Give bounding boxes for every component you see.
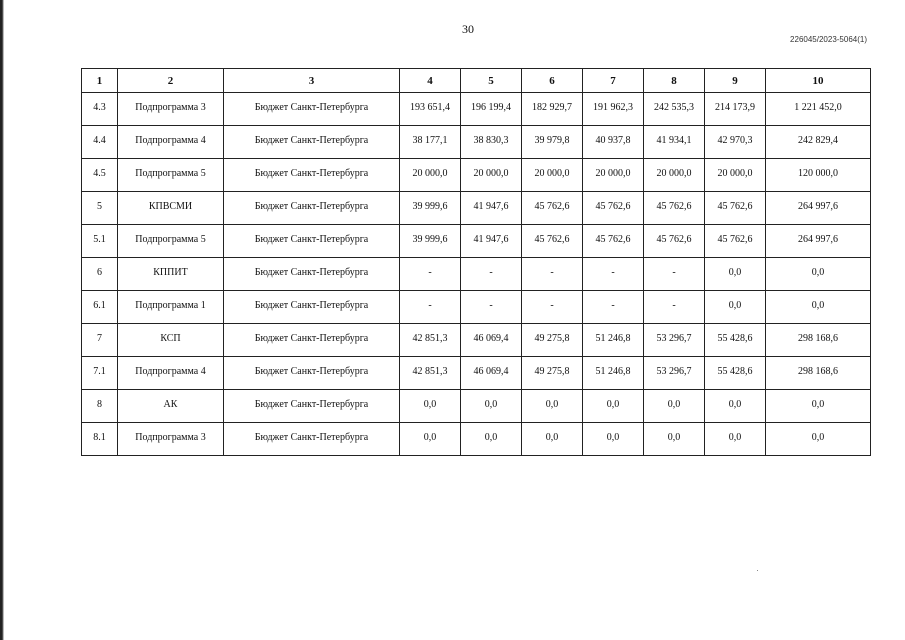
cell-value: 51 246,8 [595, 332, 631, 344]
table-cell [705, 390, 766, 423]
cell-value: 20 000,0 [473, 167, 509, 179]
table-cell [766, 93, 871, 126]
table-cell [522, 390, 583, 423]
table-cell [224, 423, 400, 456]
cell-value: 0,0 [423, 398, 437, 410]
table-cell [82, 357, 118, 390]
table-cell [766, 423, 871, 456]
table-cell [583, 258, 644, 291]
table-cell [118, 291, 224, 324]
cell-value: 20 000,0 [412, 167, 448, 179]
cell-value: 182 929,7 [532, 101, 572, 113]
table-cell [644, 126, 705, 159]
table-cell [644, 357, 705, 390]
cell-value: 41 947,6 [473, 200, 509, 212]
cell-value: 120 000,0 [798, 167, 838, 179]
cell-value: Подпрограмма 4 [135, 134, 206, 146]
table-cell [224, 390, 400, 423]
cell-value: 6.1 [93, 299, 106, 311]
table-row [82, 258, 871, 291]
page-number: 30 [462, 22, 474, 36]
cell-value: Бюджет Санкт-Петербурга [254, 101, 369, 113]
cell-value: 39 999,6 [412, 233, 448, 245]
table-cell [522, 291, 583, 324]
table-cell [522, 126, 583, 159]
cell-value: 45 762,6 [717, 233, 753, 245]
table-cell [82, 423, 118, 456]
table-row [82, 225, 871, 258]
table-cell [644, 258, 705, 291]
table-cell [583, 93, 644, 126]
table-cell [583, 357, 644, 390]
cell-value: КППИТ [153, 266, 188, 278]
cell-value: Подпрограмма 4 [135, 365, 206, 377]
cell-value: 0,0 [667, 431, 681, 443]
table-cell [705, 225, 766, 258]
cell-value: 38 177,1 [412, 134, 448, 146]
cell-value: 0,0 [728, 398, 742, 410]
cell-value: 0,0 [811, 266, 825, 278]
table-cell [644, 93, 705, 126]
table-row [82, 324, 871, 357]
cell-value: - [550, 266, 554, 278]
cell-value: 4.3 [93, 101, 106, 113]
cell-value: 20 000,0 [717, 167, 753, 179]
table-cell [522, 423, 583, 456]
cell-value: 0,0 [728, 266, 742, 278]
table-cell [705, 324, 766, 357]
document-code: 226045/2023-5064(1) [790, 35, 867, 44]
table-cell [644, 159, 705, 192]
cell-value: 46 069,4 [473, 332, 509, 344]
table-cell [461, 324, 522, 357]
table-cell [224, 258, 400, 291]
cell-value: 196 199,4 [471, 101, 511, 113]
cell-value: 0,0 [811, 431, 825, 443]
table-cell [583, 390, 644, 423]
table-cell [766, 159, 871, 192]
cell-value: КСП [160, 332, 181, 344]
table-cell [766, 291, 871, 324]
header-cell: 8 [644, 69, 705, 93]
table-cell [522, 357, 583, 390]
scan-speck [757, 570, 758, 571]
table-cell [705, 357, 766, 390]
cell-value: Бюджет Санкт-Петербурга [254, 134, 369, 146]
table-cell [400, 258, 461, 291]
cell-value: 8.1 [93, 431, 106, 443]
cell-value: Бюджет Санкт-Петербурга [254, 266, 369, 278]
table-cell [400, 192, 461, 225]
cell-value: 45 762,6 [534, 233, 570, 245]
table-cell [400, 159, 461, 192]
table-cell [522, 258, 583, 291]
table-cell [82, 159, 118, 192]
cell-value: 42 970,3 [717, 134, 753, 146]
cell-value: 49 275,8 [534, 365, 570, 377]
cell-value: 42 851,3 [412, 332, 448, 344]
cell-value: - [428, 266, 432, 278]
table-body [82, 93, 871, 456]
table-cell [522, 192, 583, 225]
cell-value: 0,0 [667, 398, 681, 410]
table-cell [224, 291, 400, 324]
cell-value: 193 651,4 [410, 101, 450, 113]
table-cell [82, 258, 118, 291]
cell-value: 55 428,6 [717, 365, 753, 377]
table-cell [400, 390, 461, 423]
header-cell: 4 [400, 69, 461, 93]
cell-value: 0,0 [728, 299, 742, 311]
table-cell [583, 291, 644, 324]
cell-value: Бюджет Санкт-Петербурга [254, 200, 369, 212]
table-cell [766, 357, 871, 390]
cell-value: АК [163, 398, 178, 410]
header-cell: 7 [583, 69, 644, 93]
header-cell: 6 [522, 69, 583, 93]
cell-value: 4.4 [93, 134, 106, 146]
table-cell [522, 159, 583, 192]
table-cell [82, 192, 118, 225]
table-cell [224, 192, 400, 225]
table-cell [583, 126, 644, 159]
table-cell [766, 225, 871, 258]
table-cell [118, 357, 224, 390]
cell-value: 5.1 [93, 233, 106, 245]
cell-value: - [611, 299, 615, 311]
cell-value: - [672, 266, 676, 278]
cell-value: 0,0 [545, 398, 559, 410]
cell-value: 42 851,3 [412, 365, 448, 377]
table-cell [461, 423, 522, 456]
table-cell [583, 159, 644, 192]
table-cell [118, 93, 224, 126]
cell-value: 6 [97, 266, 102, 278]
cell-value: 20 000,0 [534, 167, 570, 179]
table-cell [118, 423, 224, 456]
cell-value: 49 275,8 [534, 332, 570, 344]
cell-value: Бюджет Санкт-Петербурга [254, 299, 369, 311]
cell-value: - [489, 299, 493, 311]
table-cell [400, 423, 461, 456]
table-cell [224, 93, 400, 126]
cell-value: 20 000,0 [595, 167, 631, 179]
header-cell: 10 [766, 69, 871, 93]
cell-value: - [550, 299, 554, 311]
table-cell [766, 258, 871, 291]
table-cell [82, 324, 118, 357]
table-cell [644, 291, 705, 324]
cell-value: 0,0 [606, 431, 620, 443]
cell-value: 40 937,8 [595, 134, 631, 146]
table-cell [461, 159, 522, 192]
table-cell [224, 126, 400, 159]
cell-value: 0,0 [811, 398, 825, 410]
cell-value: Бюджет Санкт-Петербурга [254, 398, 369, 410]
header-cell: 3 [224, 69, 400, 93]
table-cell [522, 93, 583, 126]
cell-value: 46 069,4 [473, 365, 509, 377]
table-row [82, 159, 871, 192]
table-cell [583, 225, 644, 258]
table-cell [118, 159, 224, 192]
table-cell [461, 126, 522, 159]
cell-value: Подпрограмма 1 [135, 299, 206, 311]
cell-value: 298 168,6 [798, 365, 838, 377]
cell-value: - [428, 299, 432, 311]
table-cell [224, 324, 400, 357]
cell-value: 0,0 [545, 431, 559, 443]
table-cell [522, 225, 583, 258]
table-cell [461, 258, 522, 291]
table-cell [82, 390, 118, 423]
table-cell [766, 324, 871, 357]
header-cell: 9 [705, 69, 766, 93]
cell-value: Подпрограмма 5 [135, 167, 206, 179]
table-row [82, 390, 871, 423]
table-cell [644, 192, 705, 225]
table-cell [705, 423, 766, 456]
table-cell [461, 93, 522, 126]
budget-table [81, 68, 871, 456]
table-cell [522, 324, 583, 357]
cell-value: 53 296,7 [656, 365, 692, 377]
table-cell [224, 357, 400, 390]
cell-value: 0,0 [484, 398, 498, 410]
table-cell [82, 93, 118, 126]
cell-value: 45 762,6 [534, 200, 570, 212]
table-cell [118, 324, 224, 357]
table-cell [583, 324, 644, 357]
cell-value: 214 173,9 [715, 101, 755, 113]
cell-value: 7 [97, 332, 102, 344]
table-cell [118, 192, 224, 225]
cell-value: 242 829,4 [798, 134, 838, 146]
table-cell [766, 126, 871, 159]
table-cell [400, 357, 461, 390]
cell-value: 298 168,6 [798, 332, 838, 344]
table-cell [118, 225, 224, 258]
cell-value: Бюджет Санкт-Петербурга [254, 233, 369, 245]
cell-value: 41 934,1 [656, 134, 692, 146]
table-cell [82, 126, 118, 159]
table-cell [400, 291, 461, 324]
cell-value: Подпрограмма 3 [135, 101, 206, 113]
cell-value: 51 246,8 [595, 365, 631, 377]
cell-value: 1 221 452,0 [794, 101, 842, 113]
header-cell: 2 [118, 69, 224, 93]
cell-value: 242 535,3 [654, 101, 694, 113]
table-row [82, 192, 871, 225]
scan-edge [0, 0, 4, 640]
cell-value: Бюджет Санкт-Петербурга [254, 365, 369, 377]
table-cell [461, 357, 522, 390]
table-cell [705, 291, 766, 324]
table-cell [82, 291, 118, 324]
table-cell [705, 192, 766, 225]
cell-value: Подпрограмма 3 [135, 431, 206, 443]
cell-value: 5 [97, 200, 102, 212]
table-cell [224, 225, 400, 258]
cell-value: 8 [97, 398, 102, 410]
cell-value: Бюджет Санкт-Петербурга [254, 431, 369, 443]
table-cell [705, 126, 766, 159]
table-cell [118, 258, 224, 291]
table-cell [705, 159, 766, 192]
table-cell [461, 192, 522, 225]
table-cell [644, 324, 705, 357]
cell-value: 7.1 [93, 365, 106, 377]
cell-value: Бюджет Санкт-Петербурга [254, 167, 369, 179]
cell-value: 20 000,0 [656, 167, 692, 179]
cell-value: 45 762,6 [656, 233, 692, 245]
cell-value: 41 947,6 [473, 233, 509, 245]
cell-value: 0,0 [423, 431, 437, 443]
header-cell: 1 [82, 69, 118, 93]
table-cell [82, 225, 118, 258]
cell-value: 39 999,6 [412, 200, 448, 212]
cell-value: Бюджет Санкт-Петербурга [254, 332, 369, 344]
cell-value: - [611, 266, 615, 278]
cell-value: 45 762,6 [595, 200, 631, 212]
table-cell [766, 192, 871, 225]
table-cell [118, 390, 224, 423]
table-cell [583, 423, 644, 456]
table-cell [644, 423, 705, 456]
table-cell [400, 93, 461, 126]
cell-value: 264 997,6 [798, 200, 838, 212]
table-cell [583, 192, 644, 225]
table-cell [705, 93, 766, 126]
table-cell [461, 291, 522, 324]
cell-value: 0,0 [484, 431, 498, 443]
cell-value: - [672, 299, 676, 311]
table-row [82, 291, 871, 324]
table-row [82, 126, 871, 159]
cell-value: 264 997,6 [798, 233, 838, 245]
table-cell [644, 225, 705, 258]
cell-value: 53 296,7 [656, 332, 692, 344]
table-row [82, 423, 871, 456]
cell-value: Подпрограмма 5 [135, 233, 206, 245]
header-cell: 5 [461, 69, 522, 93]
header-row [82, 69, 871, 93]
cell-value: 0,0 [728, 431, 742, 443]
cell-value: 55 428,6 [717, 332, 753, 344]
table-cell [705, 258, 766, 291]
table-cell [461, 225, 522, 258]
cell-value: 0,0 [811, 299, 825, 311]
cell-value: 45 762,6 [656, 200, 692, 212]
cell-value: 4.5 [93, 167, 106, 179]
cell-value: КПВСМИ [148, 200, 193, 212]
cell-value: 39 979,8 [534, 134, 570, 146]
cell-value: 0,0 [606, 398, 620, 410]
cell-value: 191 962,3 [593, 101, 633, 113]
table-cell [118, 126, 224, 159]
table-cell [400, 126, 461, 159]
table-row [82, 357, 871, 390]
table-cell [766, 390, 871, 423]
table-cell [461, 390, 522, 423]
table-cell [400, 324, 461, 357]
cell-value: 45 762,6 [717, 200, 753, 212]
table-cell [224, 159, 400, 192]
cell-value: 38 830,3 [473, 134, 509, 146]
table-row [82, 93, 871, 126]
cell-value: - [489, 266, 493, 278]
cell-value: 45 762,6 [595, 233, 631, 245]
table-cell [400, 225, 461, 258]
table-cell [644, 390, 705, 423]
